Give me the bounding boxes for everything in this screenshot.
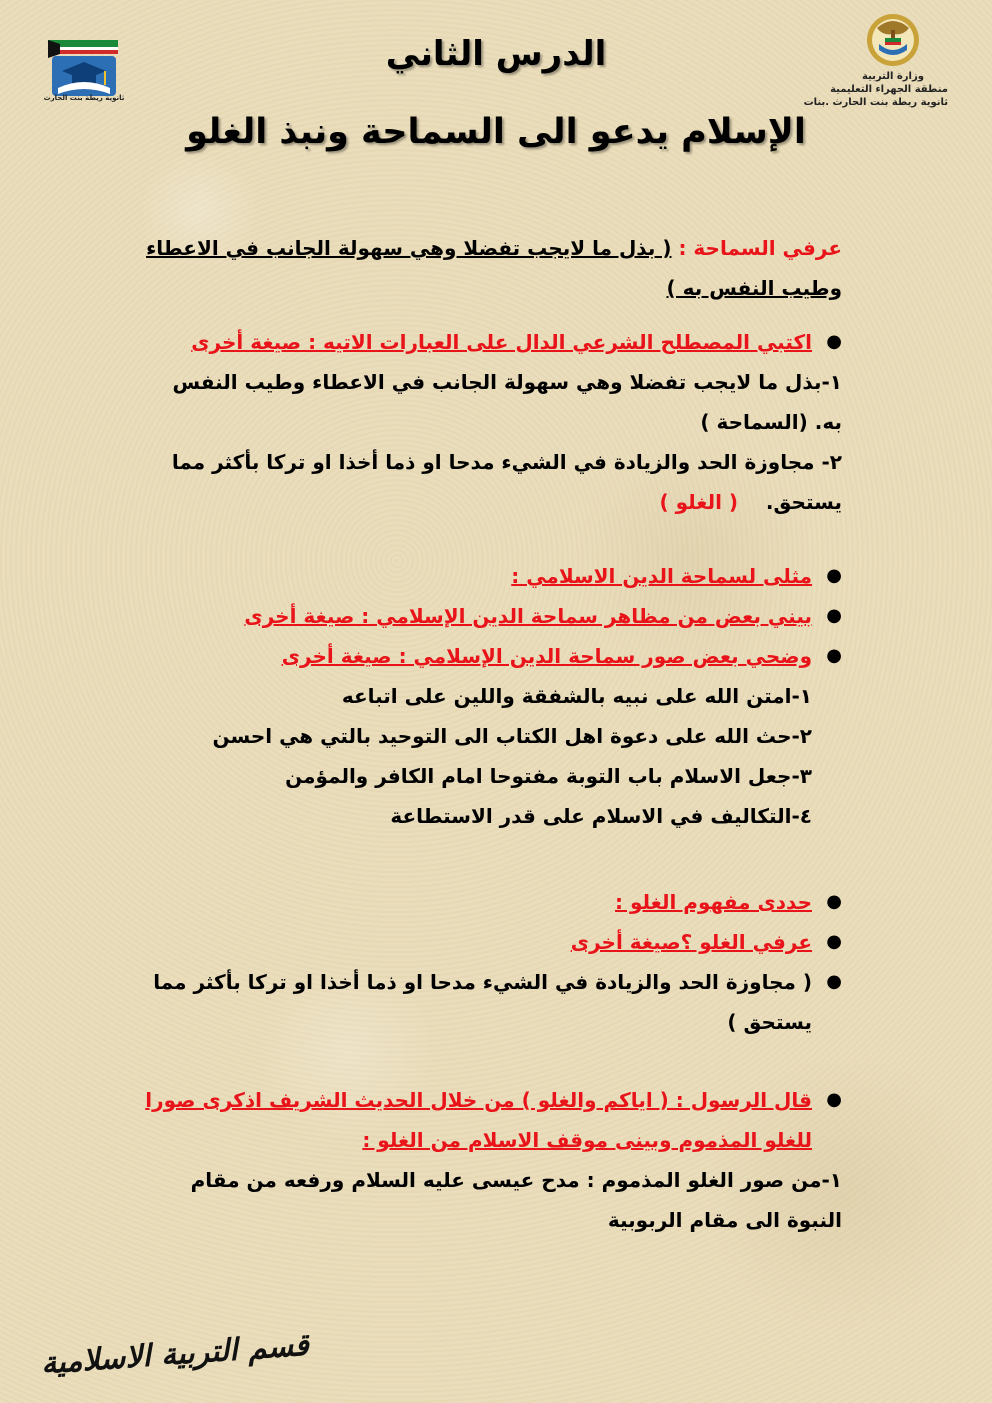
section-heading: وضحي بعض صور سماحة الدين الإسلامي : صيغة أخرى <box>281 644 812 668</box>
bullet-icon: ● <box>826 891 842 912</box>
school-logo-text: ثانوية ريطة بنت الحارث <box>43 94 125 102</box>
bullet-icon: ● <box>826 931 842 952</box>
section-heading: اكتبي المصطلح الشرعي الدال على العبارات الاتيه : صيغة أخرى <box>191 330 812 354</box>
definition-paragraph <box>142 228 842 308</box>
list-item: ٢-حث الله على دعوة اهل الكتاب الى التوحيد بالتي هي احسن <box>212 724 812 748</box>
spacer <box>142 522 842 556</box>
list-item: ١-امتن الله على نبيه بالشفقة واللين على اتباعه <box>341 684 812 708</box>
list-item <box>142 922 842 962</box>
bullet-icon: ● <box>826 565 842 586</box>
signature-text: قسم التربية الاسلامية <box>40 1327 310 1382</box>
hadith-item: ١-من صور الغلو المذموم : مدح عيسى عليه السلام ورفعه من مقام النبوة الى مقام الربوبية <box>190 1168 842 1232</box>
bullet-icon: ● <box>826 1089 842 1110</box>
section-heading: حددى مفهوم الغلو : <box>615 890 812 914</box>
term-text: ٢- مجاوزة الحد والزيادة في الشيء مدحا او ذما أخذا او تركا بأكثر مما يستحق. <box>171 450 842 514</box>
spacer <box>142 1042 842 1080</box>
section-heading: بيني بعض من مظاهر سماحة الدين الإسلامي : صيغة أخرى <box>244 604 812 628</box>
bullet-icon: ● <box>826 331 842 352</box>
term-text: ١-بذل ما لايجب تفضلا وهي سهولة الجانب في الاعطاء وطيب النفس به. <box>172 370 842 434</box>
list-item <box>142 882 842 922</box>
list-item: ٣-جعل الاسلام باب التوبة مفتوحا امام الكافر والمؤمن <box>285 764 812 788</box>
section-heading: قال الرسول : ( اياكم والغلو ) من خلال الحديث الشريف اذكرى صورا للغلو المذموم وبينى موقف الاسلام من الغلو : <box>145 1088 812 1152</box>
org-line-region: منطقة الجهراء التعليمية <box>830 84 948 95</box>
term-item <box>142 442 842 522</box>
list-item <box>142 596 842 636</box>
list-item <box>142 556 842 596</box>
term-item <box>142 362 842 442</box>
spacer <box>142 836 842 882</box>
definition-label: عرفي السماحة : <box>678 236 842 260</box>
list-item: ٤-التكاليف في الاسلام على قدر الاستطاعة <box>390 804 812 828</box>
org-line-ministry: وزارة التربية <box>862 71 924 82</box>
bullet-icon: ● <box>826 645 842 666</box>
section-hadith <box>142 1080 842 1160</box>
extremism-definition: ( مجاوزة الحد والزيادة في الشيء مدحا او ذما أخذا او تركا بأكثر مما يستحق ) <box>153 970 812 1034</box>
lesson-title: الإسلام يدعو الى السماحة ونبذ الغلو <box>186 112 806 152</box>
section-terms <box>142 322 842 362</box>
lesson-content <box>142 228 842 1240</box>
list-item <box>142 636 842 676</box>
list-item <box>142 962 842 1042</box>
definition-text: ( بذل ما لايجب تفضلا وهي سهولة الجانب في الاعطاء وطيب النفس به ) <box>146 236 842 300</box>
bullet-icon: ● <box>826 971 842 992</box>
section-heading: عرفي الغلو ؟صيغة أخرى <box>570 930 812 954</box>
term-answer: (السماحة ) <box>700 410 808 434</box>
bullet-icon: ● <box>826 605 842 626</box>
org-line-school: ثانوية ريطة بنت الحارث .بنات <box>803 97 948 108</box>
lesson-number-title: الدرس الثاني <box>385 34 607 74</box>
department-signature <box>40 1320 310 1390</box>
section-tolerance <box>142 556 842 676</box>
list-item <box>142 1080 842 1160</box>
term-answer: ( الغلو ) <box>659 490 739 514</box>
section-heading: مثلى لسماحة الدين الاسلامي : <box>511 564 812 588</box>
section-extremism <box>142 882 842 1042</box>
tolerance-list <box>142 676 842 836</box>
list-item <box>142 322 842 362</box>
